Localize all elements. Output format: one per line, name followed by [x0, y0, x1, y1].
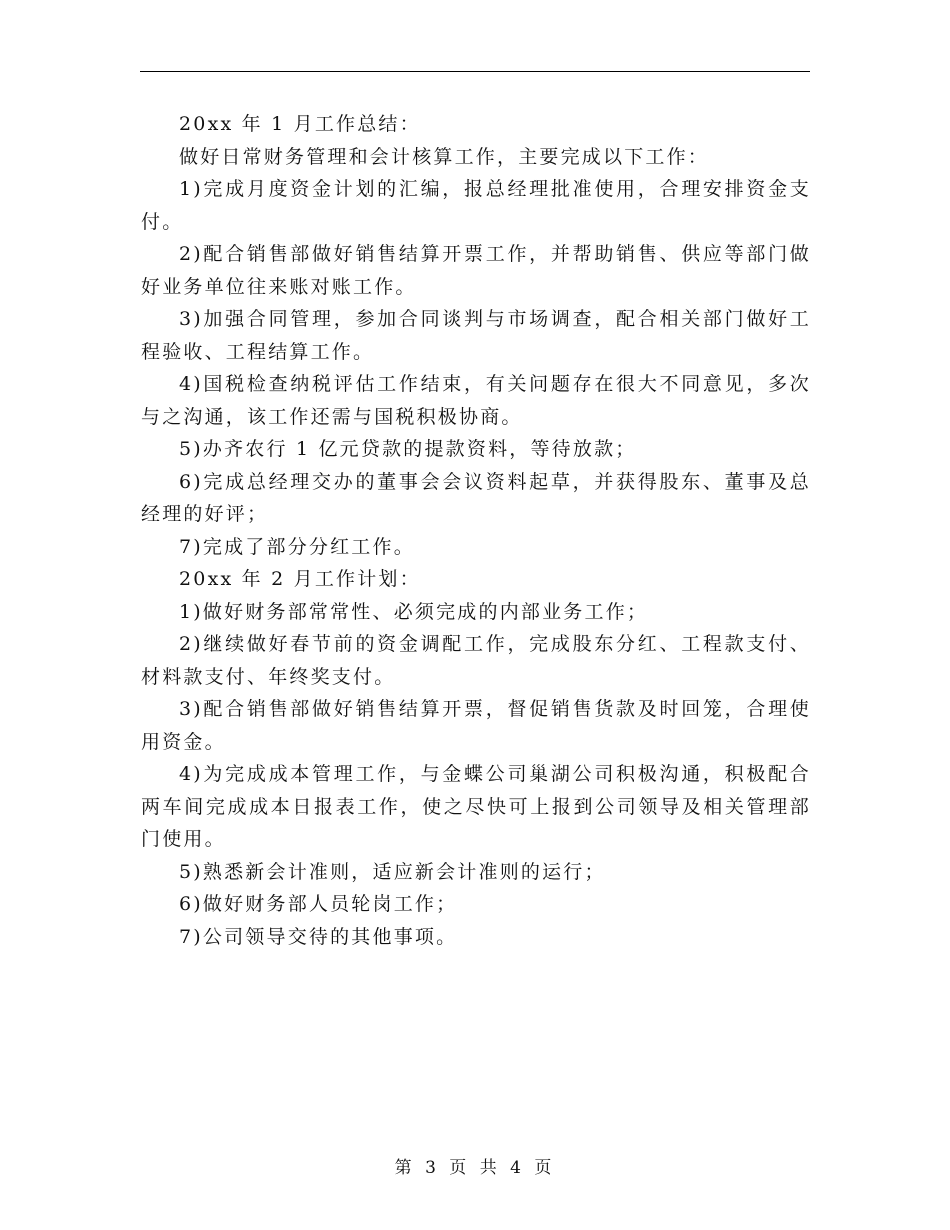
document-body — [141, 108, 811, 953]
paragraph-title-february: 20xx 年 2 月工作计划： — [179, 568, 421, 590]
paragraph-item-1: 1)完成月度资金计划的汇编，报总经理批准使用，合理安排资金支付。 — [141, 178, 811, 233]
paragraph-item-2: 2)配合销售部做好销售结算开票工作，并帮助销售、供应等部门做好业务单位往来账对账工作。 — [141, 243, 811, 298]
paragraph-intro: 做好日常财务管理和会计核算工作，主要完成以下工作： — [179, 145, 710, 168]
paragraph-item-4: 4)国税检查纳税评估工作结束，有关问题存在很大不同意见，多次与之沟通，该工作还需与国税积极协商。 — [141, 373, 811, 428]
paragraph-plan-3: 3)配合销售部做好销售结算开票，督促销售货款及时回笼，合理使用资金。 — [141, 698, 811, 753]
paragraph-title-january: 20xx 年 1 月工作总结： — [179, 113, 421, 135]
paragraph-plan-5: 5)熟悉新会计准则，适应新会计准则的运行； — [179, 860, 606, 883]
paragraph-plan-2: 2)继续做好春节前的资金调配工作，完成股东分红、工程款支付、材料款支付、年终奖支付。 — [141, 633, 811, 688]
page-number-footer: 第 3 页 共 4 页 — [394, 1158, 556, 1178]
paragraph-item-6: 6)完成总经理交办的董事会会议资料起草，并获得股东、董事及总经理的好评； — [141, 470, 811, 525]
paragraph-plan-1: 1)做好财务部常常性、必须完成的内部业务工作； — [179, 600, 649, 623]
paragraph-item-5: 5)办齐农行 1 亿元贷款的提款资料，等待放款； — [179, 438, 637, 460]
paragraph-plan-4: 4)为完成成本管理工作，与金蝶公司巢湖公司积极沟通，积极配合两车间完成成本日报表工作，使之尽快可上报到公司领导及相关管理部门使用。 — [141, 763, 811, 850]
paragraph-item-7: 7)完成了部分分红工作。 — [179, 535, 415, 558]
paragraph-item-3: 3)加强合同管理，参加合同谈判与市场调查，配合相关部门做好工程验收、工程结算工作。 — [141, 308, 811, 363]
header-rule — [140, 71, 810, 72]
paragraph-plan-6: 6)做好财务部人员轮岗工作； — [179, 893, 458, 915]
paragraph-plan-7: 7)公司领导交待的其他事项。 — [179, 925, 458, 948]
